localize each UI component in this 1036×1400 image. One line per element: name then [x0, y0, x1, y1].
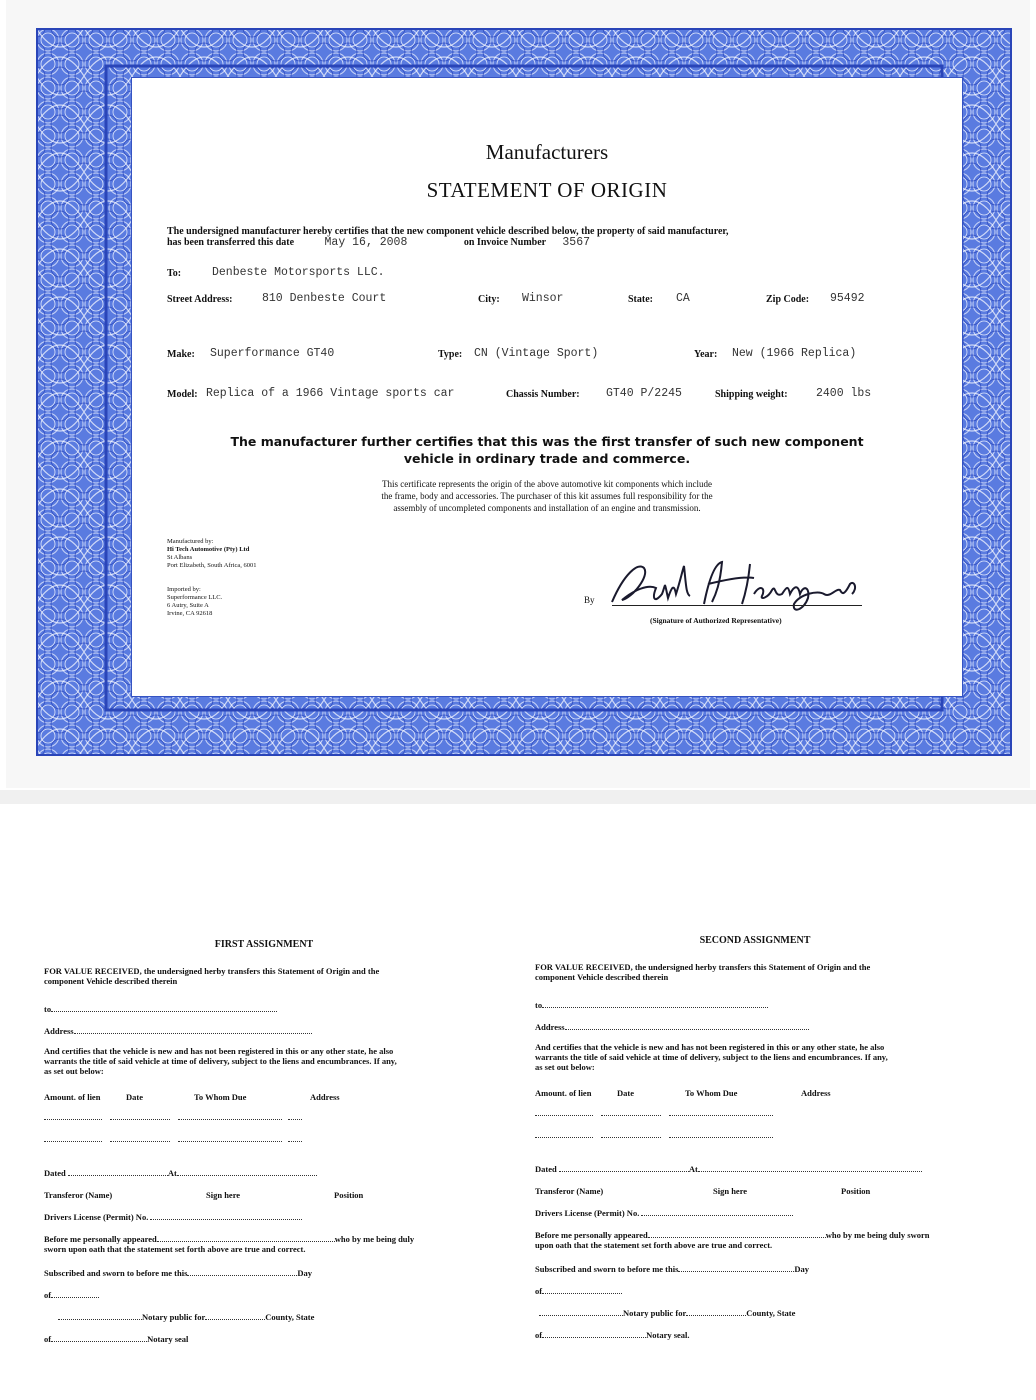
manufactured-by-label: Manufactured by: — [167, 538, 214, 545]
first-sign-here: Sign here — [206, 1190, 241, 1200]
imported-by-label: Imported by: — [167, 586, 201, 593]
second-intro-line-2: component Vehicle described therein — [535, 972, 669, 982]
first-col-address: Address — [310, 1092, 340, 1102]
second-appeared-field[interactable] — [648, 1231, 826, 1238]
second-cert-line-2: warrants the title of said vehicle at time of delivery, subject to the liens and encumbrances. If any, — [535, 1052, 888, 1062]
first-intro-line-2: component Vehicle described therein — [44, 976, 178, 986]
first-address-label: Address — [44, 1026, 74, 1036]
second-appeared-row — [535, 1230, 929, 1240]
first-to-label: to — [44, 1004, 52, 1014]
second-license-label: Drivers License (Permit) No. — [535, 1208, 640, 1218]
type-value: CN (Vintage Sport) — [474, 347, 599, 360]
first-seal-field[interactable] — [51, 1335, 147, 1342]
second-sworn-row: upon oath that the statement set forth above are true and correct. — [535, 1240, 773, 1250]
manufactured-by-block — [167, 538, 257, 570]
certificate-title: STATEMENT OF ORIGIN — [426, 178, 668, 202]
certificate-heading: Manufacturers — [485, 140, 609, 164]
second-notary-name-field[interactable] — [539, 1309, 623, 1316]
first-dated-label: Dated — [44, 1168, 66, 1178]
second-dated-label: Dated — [535, 1164, 557, 1174]
intro-line-2 — [167, 237, 728, 248]
second-county-state-label: County, State — [746, 1308, 796, 1318]
second-dated-field[interactable] — [559, 1165, 689, 1172]
chassis-label: Chassis Number: — [506, 389, 580, 400]
second-notary-seal-label: Notary seal. — [646, 1330, 690, 1340]
page-separator — [0, 790, 1036, 804]
first-lien-header — [44, 1092, 340, 1102]
second-of-label: of — [535, 1286, 543, 1296]
second-to-label: to — [535, 1000, 543, 1010]
second-position: Position — [841, 1186, 871, 1196]
weight-value: 2400 lbs — [816, 387, 872, 400]
imported-by-block — [167, 586, 222, 618]
importer-address-1: 6 Autry, Suite A — [167, 602, 209, 609]
manufacturer-address-1: St Albans — [167, 554, 193, 561]
second-cert-line-3: as set out below: — [535, 1062, 595, 1072]
second-intro-line-1: FOR VALUE RECEIVED, the undersigned herby transfers this Statement of Origin and the — [535, 962, 871, 972]
certificate-intro — [167, 226, 728, 248]
second-transferor-row — [535, 1186, 871, 1196]
first-certifies — [44, 1046, 464, 1076]
certificate-page — [6, 0, 1030, 788]
second-col-date: Date — [617, 1088, 634, 1098]
transfer-date-label: has been transferred this date — [167, 237, 295, 248]
importer-address-2: Irvine, CA 92618 — [167, 610, 213, 617]
first-to-field[interactable] — [51, 1005, 277, 1012]
manufacturer-name: Hi Tech Automotive (Pty) Ltd — [167, 546, 250, 553]
second-col-whom: To Whom Due — [685, 1088, 738, 1098]
second-lien-row-2[interactable] — [535, 1130, 773, 1140]
year-label: Year: — [694, 349, 718, 360]
first-col-amount: Amount. of lien — [44, 1092, 101, 1102]
first-license-label: Drivers License (Permit) No. — [44, 1212, 149, 1222]
invoice-number: 3567 — [562, 236, 591, 249]
to-label: To: — [167, 268, 182, 279]
second-address-label: Address — [535, 1022, 565, 1032]
make-value: Superformance GT40 — [210, 347, 335, 360]
second-cert-line-1: And certifies that the vehicle is new and has not been registered in this or any other state, he also — [535, 1042, 885, 1052]
second-address-row — [535, 1022, 809, 1032]
first-cert-line-1: And certifies that the vehicle is new and has not been registered in this or any other state, he also — [44, 1046, 394, 1056]
first-appeared-field[interactable] — [157, 1235, 335, 1242]
first-of-label: of — [44, 1290, 52, 1300]
first-intro — [44, 966, 464, 986]
second-who-by-me: who by me being duly sworn — [825, 1230, 930, 1240]
first-appeared-row — [44, 1234, 414, 1244]
first-dated-row — [44, 1168, 317, 1178]
city-label: City: — [478, 294, 500, 305]
second-certifies — [535, 1042, 955, 1072]
first-at-label: At — [167, 1168, 177, 1178]
weight-label: Shipping weight: — [715, 389, 788, 400]
first-notary-name-field[interactable] — [58, 1313, 142, 1320]
second-day-label: Day — [794, 1264, 810, 1274]
first-notary-row — [44, 1312, 314, 1322]
second-at-label: At — [688, 1164, 698, 1174]
second-notary-row — [535, 1308, 795, 1318]
second-lien-header — [535, 1088, 831, 1098]
to-value: Denbeste Motorsports LLC. — [212, 266, 385, 279]
chassis-value: GT40 P/2245 — [606, 387, 682, 400]
second-to-field[interactable] — [542, 1001, 768, 1008]
second-address-field[interactable] — [565, 1023, 809, 1030]
second-notary-public-label: Notary public for — [623, 1308, 687, 1318]
second-lien-row-1[interactable] — [535, 1108, 773, 1118]
signature-line — [612, 605, 862, 606]
signature-caption: (Signature of Authorized Representative) — [650, 616, 782, 625]
second-license-row — [535, 1208, 793, 1218]
second-of-field[interactable] — [542, 1287, 622, 1294]
first-before-me: Before me personally appeared — [44, 1234, 157, 1244]
first-sworn-row: sworn upon oath that the statement set forth above are true and correct. — [44, 1244, 306, 1254]
first-of-row — [44, 1290, 99, 1300]
further-line-1: The manufacturer further certifies that this was the first transfer of such new component — [230, 434, 864, 449]
city-value: Winsor — [522, 292, 564, 305]
note-line-3: assembly of uncompleted components and installation of an engine and transmission. — [393, 503, 701, 513]
first-subscribed-row — [44, 1268, 312, 1278]
handwritten-signature — [604, 554, 864, 616]
first-county-state-label: County, State — [265, 1312, 315, 1322]
note-line-1: This certificate represents the origin of the above automotive kit components which include — [382, 479, 712, 489]
first-lien-row-1[interactable] — [44, 1112, 302, 1122]
first-dated-field[interactable] — [68, 1169, 168, 1176]
second-license-field[interactable] — [641, 1209, 793, 1216]
assignment-page — [0, 804, 1036, 1400]
second-sign-here: Sign here — [713, 1186, 748, 1196]
transfer-date-value: May 16, 2008 — [324, 236, 408, 249]
first-address-field[interactable] — [74, 1027, 312, 1034]
second-at-field[interactable] — [698, 1165, 922, 1172]
first-county-field[interactable] — [205, 1313, 265, 1320]
second-before-me: Before me personally appeared — [535, 1230, 648, 1240]
make-label: Make: — [167, 349, 195, 360]
certificate-body — [131, 77, 963, 697]
model-label: Model: — [167, 389, 198, 400]
invoice-label: on Invoice Number — [463, 237, 546, 248]
zip-label: Zip Code: — [766, 294, 810, 305]
further-certification — [132, 433, 962, 467]
by-label: By — [584, 595, 595, 605]
first-license-row — [44, 1212, 302, 1222]
second-assignment-heading: SECOND ASSIGNMENT — [699, 935, 811, 946]
further-line-2: vehicle in ordinary trade and commerce. — [403, 451, 691, 466]
first-subscribed-label: Subscribed and sworn to before me this — [44, 1268, 188, 1278]
type-label: Type: — [438, 349, 463, 360]
note-line-2: the frame, body and accessories. The purchaser of this kit assumes full responsibility for the — [381, 491, 713, 501]
first-cert-line-3: as set out below: — [44, 1066, 104, 1076]
first-cert-line-2: warrants the title of said vehicle at time of delivery, subject to the liens and encumbrances. If any, — [44, 1056, 397, 1066]
first-at-field[interactable] — [177, 1169, 317, 1176]
second-seal-row — [535, 1330, 690, 1340]
first-seal-row — [44, 1334, 188, 1344]
first-of-label-2: of — [44, 1334, 52, 1344]
certificate-note — [132, 478, 962, 514]
first-position: Position — [334, 1190, 364, 1200]
importer-name: Superformance LLC. — [167, 594, 223, 601]
second-intro — [535, 962, 955, 982]
second-subscribed-label: Subscribed and sworn to before me this — [535, 1264, 679, 1274]
second-transferor-label: Transferor (Name) — [535, 1186, 604, 1196]
first-col-whom: To Whom Due — [194, 1092, 247, 1102]
state-value: CA — [676, 292, 690, 305]
first-notary-public-label: Notary public for — [142, 1312, 206, 1322]
second-seal-field[interactable] — [542, 1331, 646, 1338]
second-col-address: Address — [801, 1088, 831, 1098]
first-transferor-label: Transferor (Name) — [44, 1190, 113, 1200]
year-value: New (1966 Replica) — [732, 347, 857, 360]
second-of-label-2: of — [535, 1330, 543, 1340]
first-day-label: Day — [297, 1268, 313, 1278]
first-of-field[interactable] — [51, 1291, 99, 1298]
first-transferor-row — [44, 1190, 364, 1200]
second-county-field[interactable] — [686, 1309, 746, 1316]
zip-value: 95492 — [830, 292, 865, 305]
first-lien-row-2[interactable] — [44, 1134, 302, 1144]
second-of-row — [535, 1286, 622, 1296]
first-to-row — [44, 1004, 277, 1014]
second-to-row — [535, 1000, 768, 1010]
first-license-field[interactable] — [150, 1213, 302, 1220]
first-assignment-heading: FIRST ASSIGNMENT — [214, 939, 314, 950]
second-col-amount: Amount. of lien — [535, 1088, 592, 1098]
street-value: 810 Denbeste Court — [262, 292, 387, 305]
intro-line-1: The undersigned manufacturer hereby certifies that the new component vehicle described below, the property of said manufacturer, — [167, 226, 729, 237]
first-intro-line-1: FOR VALUE RECEIVED, the undersigned herby transfers this Statement of Origin and the — [44, 966, 380, 976]
first-notary-seal-label: Notary seal — [147, 1334, 189, 1344]
second-subscribed-row — [535, 1264, 809, 1274]
second-dated-row — [535, 1164, 922, 1174]
first-col-date: Date — [126, 1092, 143, 1102]
first-subscribed-field[interactable] — [187, 1269, 297, 1276]
first-address-row — [44, 1026, 312, 1036]
street-label: Street Address: — [167, 294, 233, 305]
state-label: State: — [628, 294, 653, 305]
model-value: Replica of a 1966 Vintage sports car — [206, 387, 455, 400]
manufacturer-address-2: Port Elizabeth, South Africa, 6001 — [167, 562, 257, 569]
second-subscribed-field[interactable] — [678, 1265, 794, 1272]
first-who-by-me: who by me being duly — [334, 1234, 415, 1244]
